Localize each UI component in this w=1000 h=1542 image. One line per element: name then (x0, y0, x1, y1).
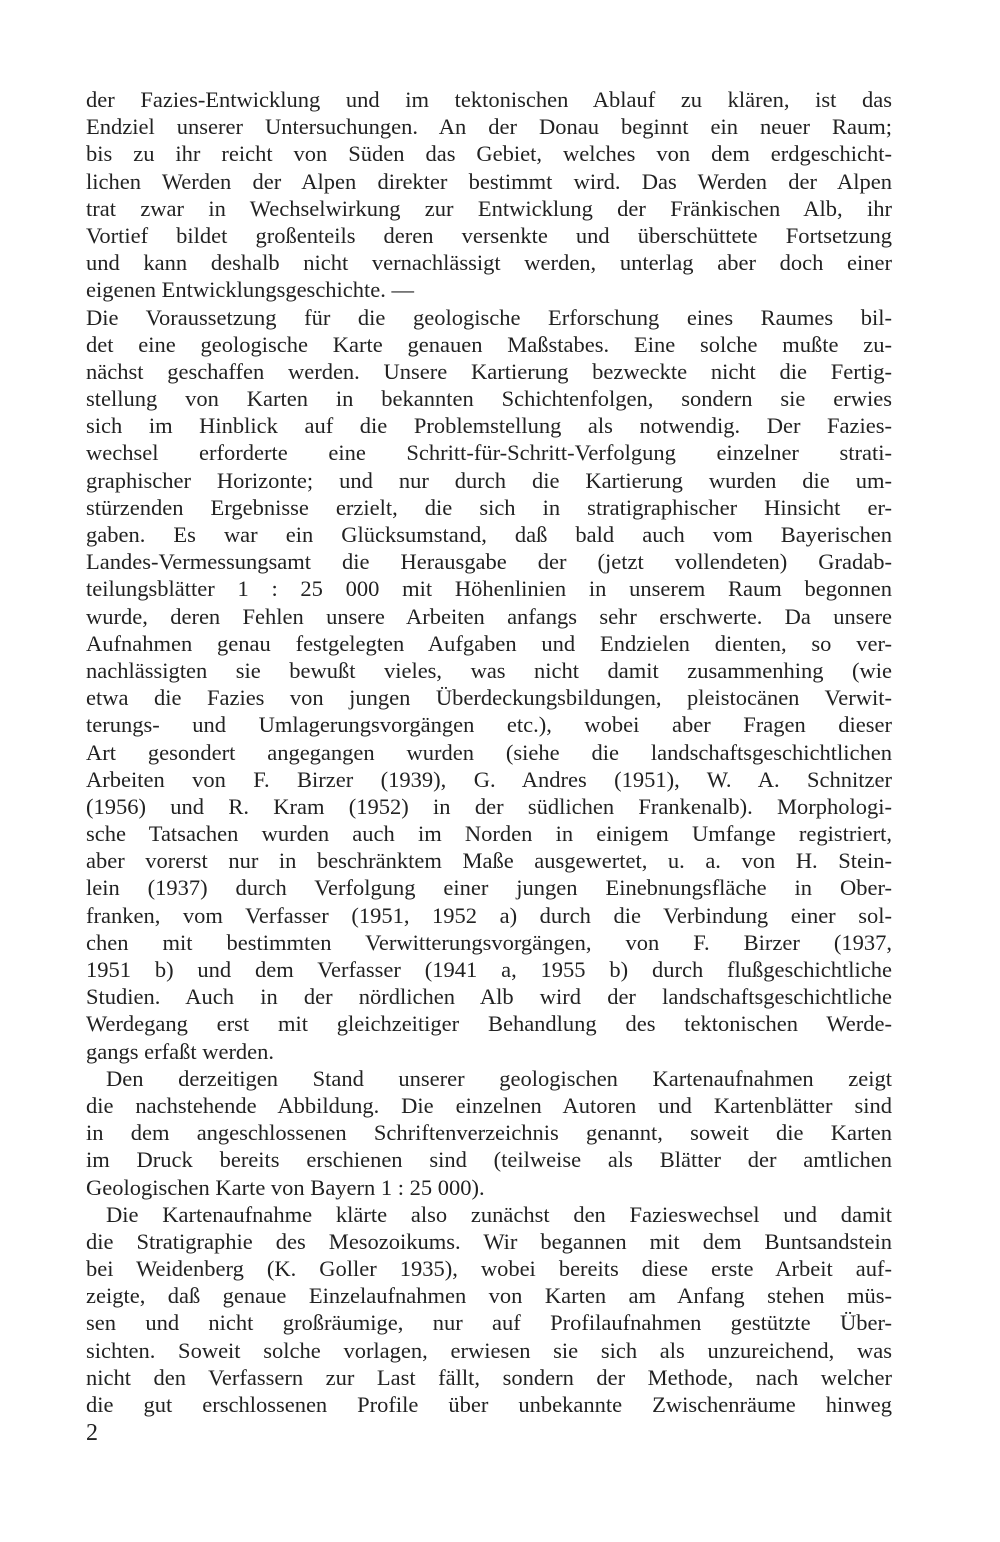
text-line: (1956) und R. Kram (1952) in der südlichen Frankenalb). Morphologi- (86, 793, 892, 819)
text-line: nachlässigten sie bewußt vieles, was nicht damit zusammenhing (wie (86, 657, 892, 683)
text-line: der Fazies-Entwicklung und im tektonischen Ablauf zu klären, ist das (86, 87, 892, 112)
text-line: in dem angeschlossenen Schriftenverzeichnis genannt, soweit die Karten (86, 1120, 892, 1146)
text-line: die gut erschlossenen Profile über unbekannte Zwischenräume hinweg (86, 1392, 892, 1417)
text-line: die nachstehende Abbildung. Die einzelnen Autoren und Kartenblätter sind (86, 1092, 892, 1118)
text-line: Landes-Vermessungsamt die Herausgabe der (jetzt vollendeten) Gradab- (86, 549, 892, 575)
text-line: teilungsblätter 1 : 25 000 mit Höhenlinien in unserem Raum begonnen (86, 576, 892, 602)
text-line: Die Kartenaufnahme klärte also zunächst den Fazieswechsel und damit (106, 1201, 892, 1227)
text-line: lichen Werden der Alpen direkter bestimmt wird. Das Werden der Alpen (86, 168, 892, 194)
text-line: sche Tatsachen wurden auch im Norden in einigem Umfange registriert, (86, 821, 892, 847)
text-line: 1951 b) und dem Verfasser (1941 a, 1955 b) durch flußgeschichtliche (86, 957, 892, 982)
text-line: sen und nicht großräumige, nur auf Profilaufnahmen gestützte Über- (86, 1310, 892, 1336)
text-line: nächst geschaffen werden. Unsere Kartierung bezweckte nicht die Fertig- (86, 358, 892, 384)
text-line: Den derzeitigen Stand unserer geologischen Kartenaufnahmen zeigt (106, 1065, 892, 1091)
text-line: sich im Hinblick auf die Problemstellung als notwendig. Der Fazies- (86, 413, 892, 439)
body-text (86, 86, 892, 1418)
text-line: etwa die Fazies von jungen Überdeckungsbildungen, pleistocänen Verwit- (86, 685, 892, 711)
text-line: gangs erfaßt werden. (86, 1038, 275, 1064)
text-line: Werdegang erst mit gleichzeitiger Behandlung des tektonischen Werde- (86, 1011, 892, 1037)
text-line: nicht den Verfassern zur Last fällt, sondern der Methode, nach welcher (86, 1364, 892, 1390)
text-line: zeigte, daß genaue Einzelaufnahmen von Karten am Anfang stehen müs- (86, 1283, 892, 1309)
text-line: Die Voraussetzung für die geologische Erforschung eines Raumes bil- (86, 304, 892, 330)
text-line: bis zu ihr reicht von Süden das Gebiet, welches von dem erdgeschicht- (86, 141, 892, 167)
text-line: Endziel unserer Untersuchungen. An der Donau beginnt ein neuer Raum; (86, 114, 892, 140)
text-line: Studien. Auch in der nördlichen Alb wird der landschaftsgeschichtliche (86, 984, 892, 1010)
text-line: die Stratigraphie des Mesozoikums. Wir begannen mit dem Buntsandstein (86, 1228, 892, 1254)
text-line: wechsel erforderte eine Schritt-für-Schritt-Verfolgung einzelner strati- (86, 440, 892, 466)
page-number: 2 (86, 1420, 98, 1446)
text-line: terungs- und Umlagerungsvorgängen etc.), wobei aber Fragen dieser (86, 712, 892, 738)
text-line: lein (1937) durch Verfolgung einer jungen Einebnungsfläche in Ober- (86, 875, 892, 901)
text-line: gaben. Es war ein Glücksumstand, daß bald auch vom Bayerischen (86, 522, 892, 547)
text-line: aber vorerst nur in beschränktem Maße ausgewertet, u. a. von H. Stein- (86, 848, 892, 874)
text-line: Geologischen Karte von Bayern 1 : 25 000). (86, 1174, 485, 1200)
text-line: Art gesondert angegangen wurden (siehe die landschaftsgeschichtlichen (86, 739, 892, 765)
text-line: im Druck bereits erschienen sind (teilweise als Blätter der amtlichen (86, 1147, 892, 1173)
text-line: chen mit bestimmten Verwitterungsvorgängen, von F. Birzer (1937, (86, 929, 892, 955)
text-line: und kann deshalb nicht vernachlässigt werden, unterlag aber doch einer (86, 250, 892, 276)
text-line: franken, vom Verfasser (1951, 1952 a) durch die Verbindung einer sol- (86, 902, 892, 928)
text-line: Aufnahmen genau festgelegten Aufgaben und Endzielen dienten, so ver- (86, 630, 892, 656)
text-line: det eine geologische Karte genauen Maßstabes. Eine solche mußte zu- (86, 331, 892, 357)
text-line: stellung von Karten in bekannten Schichtenfolgen, sondern sie erwies (86, 386, 892, 412)
text-line: wurde, deren Fehlen unsere Arbeiten anfangs sehr erschwerte. Da unsere (86, 603, 892, 629)
text-line: Arbeiten von F. Birzer (1939), G. Andres (1951), W. A. Schnitzer (86, 766, 892, 792)
text-line: bei Weidenberg (K. Goller 1935), wobei bereits diese erste Arbeit auf- (86, 1256, 892, 1282)
text-line: trat zwar in Wechselwirkung zur Entwicklung der Fränkischen Alb, ihr (86, 195, 892, 221)
text-line: graphischer Horizonte; und nur durch die Kartierung wurden die um- (86, 467, 892, 493)
text-line: Vortief bildet großenteils deren versenkte und überschüttete Fortsetzung (86, 222, 892, 248)
text-line: stürzenden Ergebnisse erzielt, die sich in stratigraphischer Hinsicht er- (86, 494, 892, 520)
text-line: eigenen Entwicklungsgeschichte. — (86, 277, 415, 303)
text-line: sichten. Soweit solche vorlagen, erwiesen sie sich als unzureichend, was (86, 1337, 892, 1363)
